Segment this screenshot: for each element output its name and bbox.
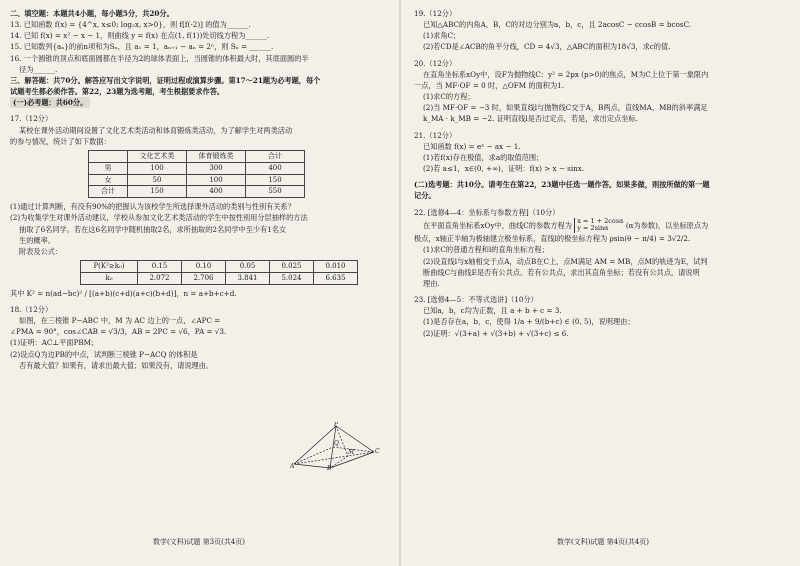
segment-mb [330,456,348,468]
parametric-equations [574,218,623,234]
table-header-cell: 体育锻炼类 [187,150,246,162]
table-header-row [89,150,305,162]
question-20-title: 20.（12分） [414,58,457,68]
question-21-title: 21.（12分） [414,130,457,140]
table-cell: 100 [187,174,246,186]
question-19-part2: (2)若CD是∠ACB的角平分线，CD = 4√3，△ABC的面积为18√3，求c的值. [423,42,671,52]
question-21-part2: (2)若 a≤1，x∈(0, +∞)，证明：f(x) > x − sinx. [423,164,585,174]
section-2-heading: 二、填空题：本题共4小题，每小题5分，共20分。 [10,9,174,18]
question-17-part2-line2: 抽取了6名同学。若在这6名同学中随机抽取2名，求所抽取的2名同学中至少有1名女 [19,224,287,234]
segment-aq [294,447,333,464]
label-c: C [375,448,380,455]
label-p: P [334,422,339,428]
parametric-y: y = 2sinα [577,224,609,233]
table-cell: P(K²≥k₀) [81,261,138,273]
required-part-tag: (一)必考题：共60分。 [10,97,90,108]
question-23-line1: 已知a，b，c均为正数，且 a + b + c = 3. [423,306,562,316]
appendix-label: 附表及公式： [19,246,63,256]
label-a: A [290,463,295,470]
page-3-footer: 数学(文科)试题 第3页(共4页) [152,538,246,547]
section-3-heading-2: 试题考生都必须作答。第22，23题为选考题，考生根据要求作答。 [10,87,225,97]
question-23-part2: (2)证明：√(3+a) + √(3+b) + √(3+c) ≤ 6. [423,328,569,338]
table-cell: 5.024 [270,272,314,284]
critical-value-table [80,260,358,285]
survey-table [88,150,305,198]
page-4-footer: 数学(文科)试题 第4页(共4页) [556,538,650,547]
table-cell: 0.05 [226,261,270,273]
question-22-part1: (1)求C的普通方程和l的直角坐标方程； [423,245,549,255]
question-22-line1-text: 在平面直角坐标系xOy中，曲线C的参数方程为 [423,220,572,230]
question-15: 15. 已知数列{aₙ}的前n项和为Sₙ，且 a₁ = 1，aₙ₊₁ − aₙ = 2ⁿ，则 Sₙ = ______. [10,42,274,52]
table-cell: 150 [128,186,187,198]
question-20-part2-line2: k_MA · k_MB = −2. 证明直线l是否过定点，若是，求出定点坐标. [423,114,638,124]
question-19-line1: 已知△ABC的内角A，B，C的对边分别为a，b，c，且 2acosC − ccosB = bcosC. [423,20,692,30]
question-17-line1: 某校在课外活动期间设置了文化艺术类活动和体育锻炼类活动，为了解学生对两类活动 [19,125,293,135]
edge-ac [294,452,374,464]
table-cell: 400 [187,186,246,198]
table-header-cell [89,150,128,162]
pyramid-figure [290,422,382,470]
question-23-title: 23. [选修4—5：不等式选讲]（10分） [414,295,538,305]
label-m: M [348,449,355,456]
question-16-line1: 16. 一个圆锥的顶点和底面圆都在半径为2的球体表面上，当圆锥的体积最大时，其底面圆的半 [10,53,309,63]
question-20-line1: 在直角坐标系xOy中，设F为抛物线C：y² = 2px (p>0)的焦点，M为C上位于第一象限内 [423,69,709,79]
question-17-line2: 的参与情况，统计了如下数据： [10,136,111,146]
question-20-part2-line1: (2)当 MF·OF = −3 时，如果直线l与抛物线C交于A，B两点，直线MA，MB的斜率满足 [423,103,708,113]
table-cell: 0.15 [138,261,182,273]
question-23-part1: (1)是否存在a，b，c，使得 1/a + 9/(b+c) ∈ (0, 5)，说明理由； [423,317,635,327]
question-21-line1: 已知函数 f(x) = eˣ − ax − 1. [423,141,521,151]
table-header-cell: 合计 [246,150,305,162]
question-19-title: 19.（12分） [414,9,457,18]
table-header-cell: 文化艺术类 [128,150,187,162]
page-4 [414,8,792,558]
table-cell: 女 [89,174,128,186]
table-cell: 2.072 [138,272,182,284]
question-18-line2: ∠PMA = 90°，cos∠CAB = √3/3，AB = 2PC = √6，PA = √3. [10,327,227,337]
question-17-title: 17.（12分） [10,114,53,124]
table-cell: 100 [128,162,187,174]
optional-part-heading-2: 记分。 [414,191,436,201]
question-22-line1 [414,218,792,234]
page-3 [10,8,388,558]
question-18-part2-line2: 否有最大值？如果有，请求出最大值；如果没有，请说理由。 [19,360,214,370]
table-cell: 3.841 [226,272,270,284]
question-19-part1: (1)求角C； [423,31,461,41]
question-17-part1: (1)通过计算判断，有没有90%的把握认为该校学生所选择课外活动的类别与性别有关系？ [10,202,295,212]
table-cell: k₀ [81,272,138,284]
label-b: B [327,465,332,470]
page-fold [399,0,401,566]
question-16-line2: 径为______. [19,64,58,74]
question-20-line2: 一点，当 MF·OF = 0 时，△OFM 的面积为1. [414,80,565,90]
question-22-part2-line2: 断曲线C与曲线E是否有公共点。若有公共点，求出其直角坐标；若没有公共点，请说明 [423,267,700,277]
k-squared-formula: 其中 K² = n(ad−bc)² / [(a+b)(c+d)(a+c)(b+d)]，n = a+b+c+d. [10,288,237,298]
table-cell: 男 [89,162,128,174]
table-cell: 0.10 [182,261,226,273]
table-row [81,261,358,273]
question-22-part2-line1: (2)设直线l与x轴相交于点A，动点B在C上，点M满足 AM = MB，点M的轨迹为E，试判 [423,256,708,266]
question-22-title: 22. [选修4—4：坐标系与参数方程]（10分） [414,207,560,217]
table-cell: 0.010 [314,261,358,273]
question-18-part2-line1: (2)设点Q为边PB的中点，试判断三棱锥 P−ACQ 的体积是 [10,349,198,359]
table-cell: 150 [246,174,305,186]
question-20-part1: (1)求C的方程； [423,92,475,102]
question-22-line2: 极点，x轴正半轴为极轴建立极坐标系，直线l的极坐标方程为 ρsin(θ − π/4) = 3√2/2. [414,234,691,244]
question-14: 14. 已知 f(x) = x² − x − 1，则曲线 y = f(x) 在点(1, f(1))处切线方程为______. [10,31,270,41]
table-cell: 合计 [89,186,128,198]
question-13: 13. 已知函数 f(x) = {4^x, x≤0; log₂x, x>0}，则 f[f(-2)] 的值为______. [10,20,251,30]
question-18-title: 18.（12分） [10,304,53,314]
label-q: Q [334,440,339,447]
section-3-heading-1: 三、解答题：共70分。解答应写出文字说明，证明过程或演算步骤。第17～21题为必考题，每个 [10,75,321,85]
question-22-line1-tail: (α为参数)，以坐标原点为 [625,220,709,230]
table-row [89,174,305,186]
table-row [81,272,358,284]
question-18-part1: (1)证明：AC⊥平面PBM； [10,338,99,348]
table-cell: 50 [128,174,187,186]
optional-part-heading-1: (二)选考题：共10分。请考生在第22，23题中任选一题作答。如果多做，则按所做的第一题 [414,180,710,190]
table-cell: 6.635 [314,272,358,284]
question-17-part2-line1: (2)为收集学生对课外活动建议，学校从参加文化艺术类活动的学生中按性别用分层抽样的方法 [10,213,308,223]
table-cell: 400 [246,162,305,174]
edge-ab [294,464,330,468]
table-cell: 2.706 [182,272,226,284]
table-row [89,162,305,174]
question-18-line1: 如图，在三棱锥 P−ABC 中，M 为 AC 边上的一点，∠APC = [19,316,221,326]
question-21-part1: (1)若f(x)存在极值，求a的取值范围； [423,152,544,162]
table-cell: 0.025 [270,261,314,273]
table-row [89,186,305,198]
question-17-part2-line3: 生的概率。 [19,235,55,245]
parametric-x: x = 1 + 2cosα [577,216,624,225]
table-cell: 550 [246,186,305,198]
question-22-part2-line3: 理由. [423,278,440,288]
table-cell: 300 [187,162,246,174]
